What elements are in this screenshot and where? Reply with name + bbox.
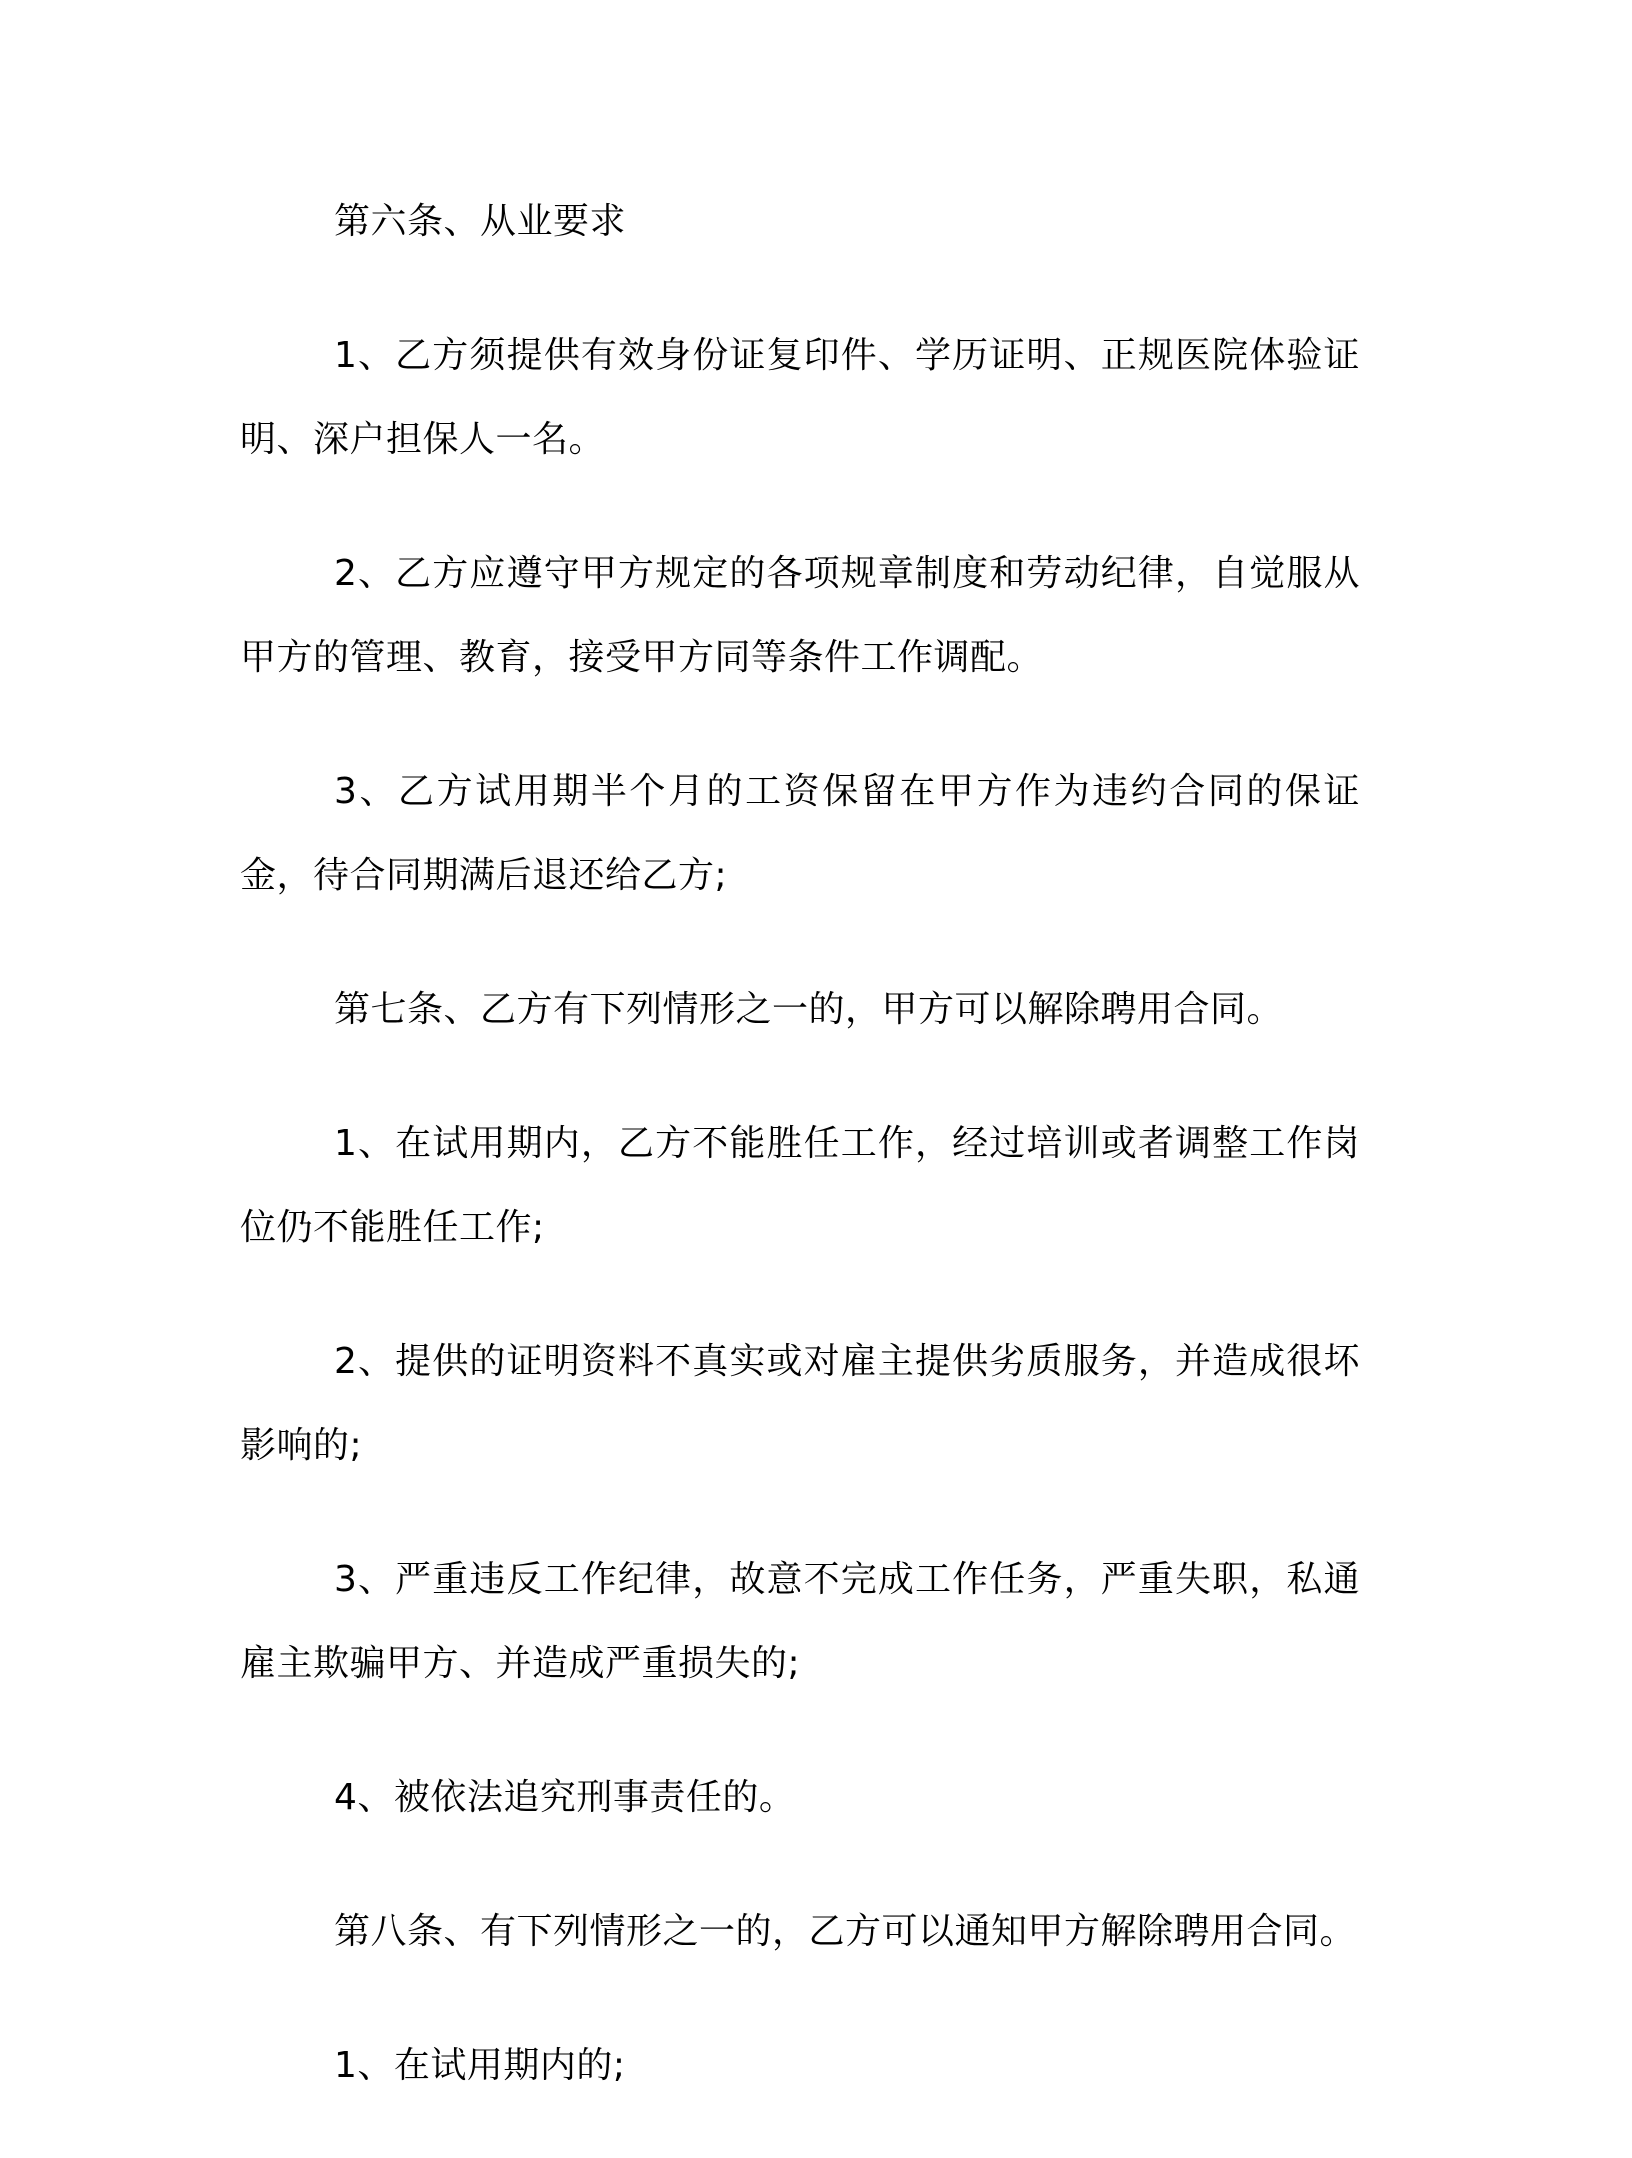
article-8-heading: 第八条、有下列情形之一的，乙方可以通知甲方解除聘用合同。: [334, 1911, 1357, 1952]
article-6-item-2: 2、乙方应遵守甲方规定的各项规章制度和劳动纪律，自觉服从甲方的管理、教育，接受甲方同等条件工作调配。: [240, 553, 1360, 678]
article-6-heading: 第六条、从业要求: [334, 201, 627, 242]
article-7-item-2: 2、提供的证明资料不真实或对雇主提供劣质服务，并造成很坏影响的;: [240, 1341, 1360, 1466]
article-7-item-1: 1、在试用期内，乙方不能胜任工作，经过培训或者调整工作岗位仍不能胜任工作;: [240, 1123, 1360, 1248]
article-6-item-3: 3、乙方试用期半个月的工资保留在甲方作为违约合同的保证金，待合同期满后退还给乙方;: [240, 771, 1360, 896]
document-body: [240, 180, 1360, 2158]
article-6-item-1: 1、乙方须提供有效身份证复印件、学历证明、正规医院体验证明、深户担保人一名。: [240, 335, 1360, 460]
article-8-item-1: 1、在试用期内的;: [334, 2045, 626, 2086]
article-7-item-4: 4、被依法追究刑事责任的。: [334, 1777, 796, 1818]
article-7-item-3: 3、严重违反工作纪律，故意不完成工作任务，严重失职，私通雇主欺骗甲方、并造成严重损失的;: [240, 1559, 1360, 1684]
article-7-heading: 第七条、乙方有下列情形之一的，甲方可以解除聘用合同。: [334, 989, 1284, 1030]
